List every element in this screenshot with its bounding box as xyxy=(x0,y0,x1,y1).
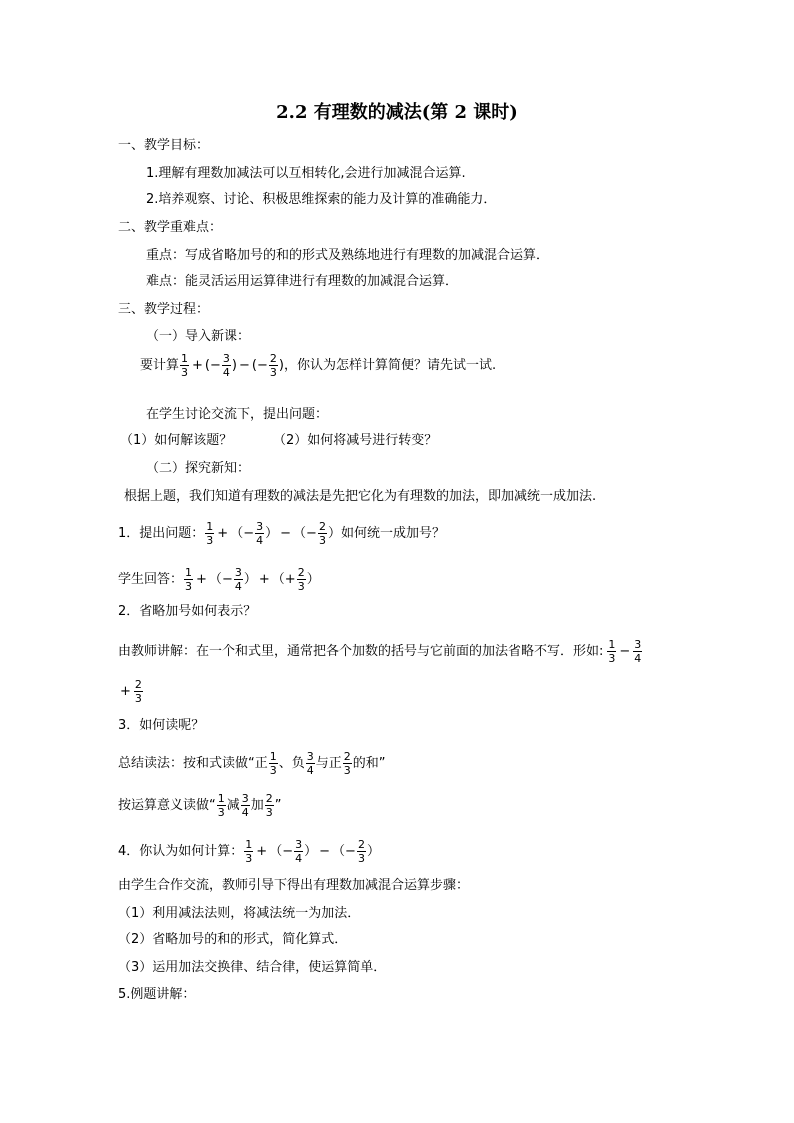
question-omit-plus: 2．省略加号如何表示？ xyxy=(118,604,257,619)
page-title: 2.2 有理数的减法(第 2 课时) xyxy=(276,102,518,123)
fraction-one-third: $\frac{1}{3}$ xyxy=(217,792,225,819)
student-answer: 学生回答： $\frac{1}{3}$ + （ − $\frac{3}{4}$ ） + （ + $\frac{2}{3}$ ） xyxy=(118,566,320,593)
section-1-heading: 一、教学目标： xyxy=(118,138,210,153)
fraction-one-third: $\frac{1}{3}$ xyxy=(245,838,253,865)
question-how-to-read: 3．如何读呢？ xyxy=(118,718,205,733)
objective-1: 1.理解有理数加减法可以互相转化,会进行加减混合运算. xyxy=(146,166,466,181)
fraction-three-quarters: $\frac{3}{4}$ xyxy=(306,750,314,777)
fraction-one-third: $\frac{1}{3}$ xyxy=(185,566,193,593)
fraction-three-quarters: $\frac{3}{4}$ xyxy=(295,838,303,865)
fraction-two-thirds: $\frac{2}{3}$ xyxy=(297,566,305,593)
section-3-heading: 三、教学过程： xyxy=(118,302,210,317)
step-3: （3）运用加法交换律、结合律，使运算简单． xyxy=(118,960,387,975)
reading-by-operation: 按运算意义读做“ $\frac{1}{3}$ 减 $\frac{3}{4}$ 加 $\frac{2}{3}$ ” xyxy=(118,792,282,819)
question-unify-sign: 1．提出问题： $\frac{1}{3}$ + （ − $\frac{3}{4}$ ） − （ − $\frac{2}{3}$ ） 如何统一成加号？ xyxy=(118,520,445,547)
reading-by-sum: 总结读法：按和式读做“正 $\frac{1}{3}$ 、负 $\frac{3}{4}$ 与正 $\frac{2}{3}$ 的和” xyxy=(118,750,386,777)
fraction-three-quarters: $\frac{3}{4}$ xyxy=(256,520,264,547)
fraction-two-thirds: $\frac{2}{3}$ xyxy=(357,838,365,865)
step-1: （1）利用减法法则，将减法统一为加法． xyxy=(118,906,361,921)
fraction-three-quarters: $\frac{3}{4}$ xyxy=(634,638,642,665)
fraction-three-quarters: $\frac{3}{4}$ xyxy=(222,352,230,379)
step-2: （2）省略加号的和的形式，简化算式． xyxy=(118,932,348,947)
fraction-one-third: $\frac{1}{3}$ xyxy=(269,750,277,777)
part-2-heading: （二）探究新知： xyxy=(146,461,251,476)
question-how-to-calculate: 4．你认为如何计算： $\frac{1}{3}$ + （ − $\frac{3}{4}$ ） − （ − $\frac{2}{3}$ ） xyxy=(118,838,380,865)
calc-suffix: ，你认为怎样计算简便？请先试一试. xyxy=(283,357,497,373)
intro-calculation: 要计算 $\frac{1}{3}$ + ( − $\frac{3}{4}$ ) − ( − $\frac{2}{3}$ ) ，你认为怎样计算简便？请先试一试. xyxy=(140,352,497,379)
fraction-three-quarters: $\frac{3}{4}$ xyxy=(234,566,242,593)
steps-intro: 由学生合作交流，教师引导下得出有理数加减混合运算步骤： xyxy=(118,878,470,893)
discussion-line: 在学生讨论交流下，提出问题： xyxy=(146,407,329,422)
fraction-two-thirds: $\frac{2}{3}$ xyxy=(343,750,351,777)
difficult-point: 难点：能灵活运用运算律进行有理数的加减混合运算． xyxy=(146,274,459,289)
question-1: （1）如何解该题？ xyxy=(120,433,233,448)
teacher-explanation: 由教师讲解：在一个和式里，通常把各个加数的括号与它前面的加法省略不写．形如: $\frac{1}{3}$ − $\frac{3}{4}$ xyxy=(118,638,642,665)
fraction-two-thirds: $\frac{2}{3}$ xyxy=(269,352,277,379)
fraction-two-thirds: $\frac{2}{3}$ xyxy=(134,678,142,705)
fraction-one-third: $\frac{1}{3}$ xyxy=(181,352,189,379)
fraction-two-thirds: $\frac{2}{3}$ xyxy=(265,792,273,819)
key-point: 重点：写成省略加号的和的形式及熟练地进行有理数的加减混合运算． xyxy=(146,248,550,263)
section-2-heading: 二、教学重难点： xyxy=(118,220,223,235)
explore-intro: 根据上题，我们知道有理数的减法是先把它化为有理数的加法，即加减统一成加法. xyxy=(124,489,597,504)
question-2: （2）如何将减号进行转变？ xyxy=(273,433,438,448)
calc-prefix: 要计算 xyxy=(140,357,180,373)
teacher-explanation-continued: + $\frac{2}{3}$ xyxy=(120,678,142,705)
part-1-heading: （一）导入新课： xyxy=(146,329,251,344)
fraction-three-quarters: $\frac{3}{4}$ xyxy=(241,792,249,819)
fraction-one-third: $\frac{1}{3}$ xyxy=(206,520,214,547)
fraction-two-thirds: $\frac{2}{3}$ xyxy=(318,520,326,547)
objective-2: 2.培养观察、讨论、积极思维探索的能力及计算的准确能力． xyxy=(146,192,497,207)
fraction-one-third: $\frac{1}{3}$ xyxy=(608,638,616,665)
example-heading: 5.例题讲解： xyxy=(118,987,196,1002)
